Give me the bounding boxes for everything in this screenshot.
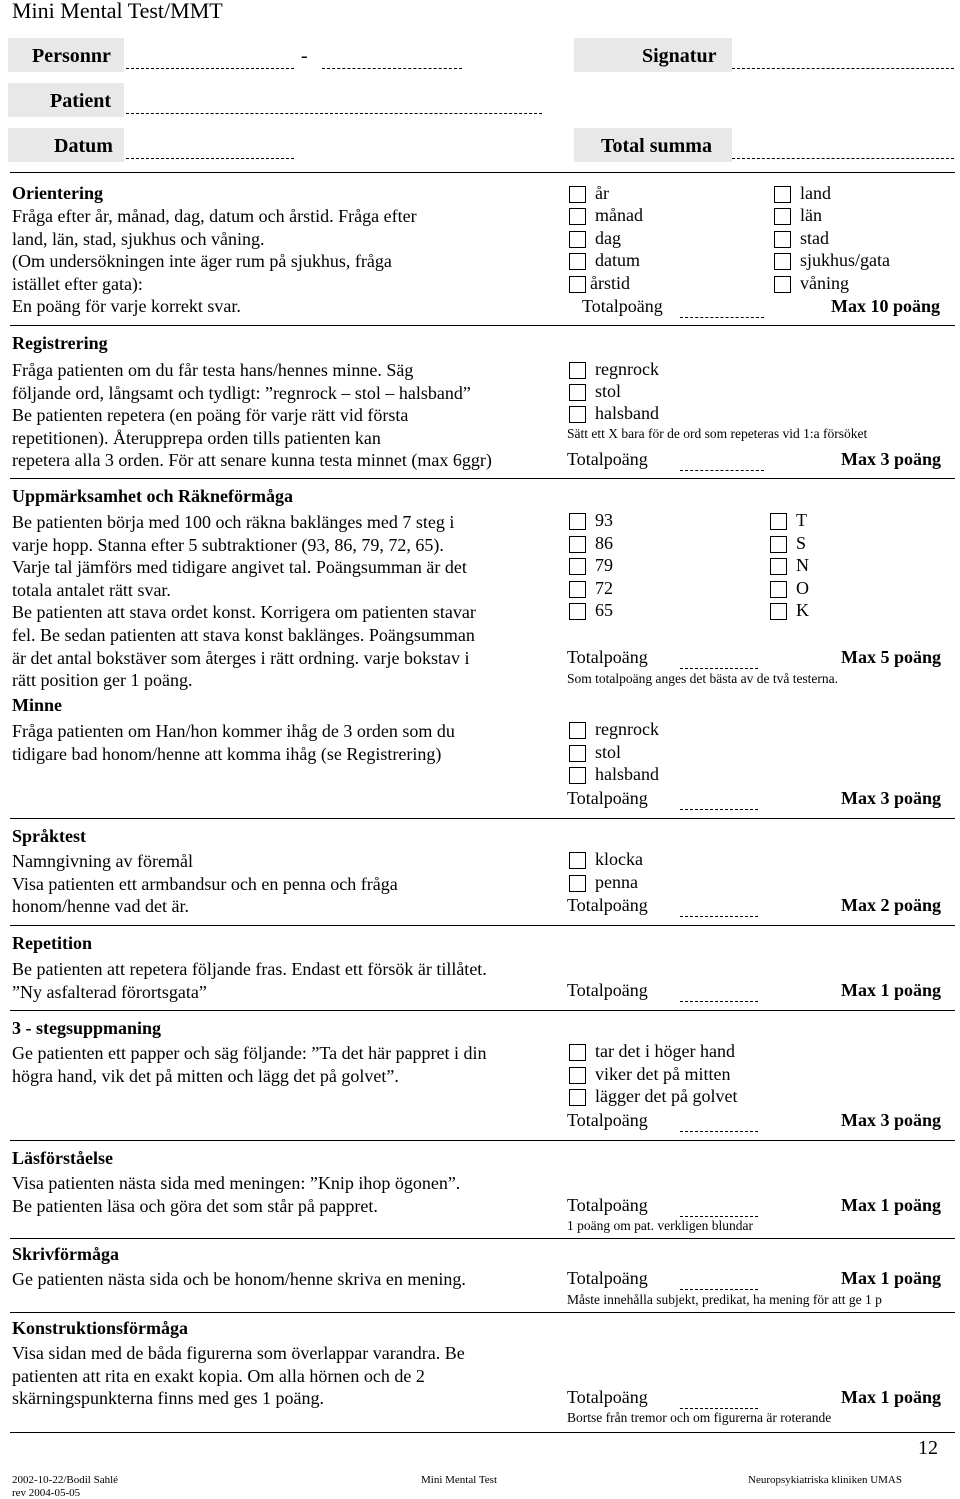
checkbox-label: årstid	[590, 273, 630, 293]
text-line: patienten att rita en exakt kopia. Om alla hörnen och de 2	[12, 1365, 425, 1386]
text-line: (Om undersökningen inte äger rum på sjukhus, fråga	[12, 251, 392, 272]
checkbox-label: våning	[800, 273, 849, 293]
registrering-note: Sätt ett X bara för de ord som repeteras vid 1:a försöket	[567, 426, 868, 441]
uppmarksamhet-note: Som totalpoäng anges det bästa av de två testerna.	[567, 671, 839, 686]
text-line: Be patienten att repetera följande fras. Endast ett försök är tillåtet.	[12, 959, 487, 979]
max-points: Max 3 poäng	[841, 1110, 942, 1130]
checkbox-label: O	[796, 578, 809, 598]
uppmarksamhet-text	[12, 511, 476, 692]
checkbox-label: 72	[595, 578, 613, 598]
checkbox-label: viker det på mitten	[595, 1064, 731, 1084]
totalpoang-field-registrering[interactable]	[680, 470, 764, 471]
checkbox-land[interactable]	[774, 186, 791, 203]
text-line: fel. Be sedan patienten att stava konst baklänges. Poängsumman	[12, 624, 475, 645]
checkbox-arstid[interactable]	[569, 276, 586, 293]
max-points: Max 5 poäng	[841, 647, 942, 667]
page-number: 12	[918, 1437, 938, 1459]
section-title-konstruktion: Konstruktionsförmåga	[12, 1318, 189, 1338]
header-separator	[10, 172, 955, 173]
section-title-orientering: Orientering	[12, 183, 103, 203]
checkbox-label: penna	[595, 872, 638, 892]
text-line: Ge patienten ett papper och säg följande: ”Ta det här pappret i din	[12, 1043, 487, 1063]
section-title-stegsuppmaning: 3 - stegsuppmaning	[12, 1018, 162, 1038]
registrering-text	[12, 359, 492, 472]
section-title-uppmarksamhet: Uppmärksamhet och Räkneförmåga	[12, 486, 293, 506]
konstruktion-text	[12, 1342, 465, 1410]
repetition-text	[12, 958, 487, 1003]
totalpoang-label: Totalpoäng	[567, 647, 648, 667]
spraktest-text	[12, 850, 398, 918]
text-line: Be patienten repetera (en poäng för varje rätt vid första	[12, 405, 409, 426]
checkbox-label: 79	[595, 555, 613, 575]
footer-author: 2002-10-22/Bodil Sahlé	[12, 1474, 119, 1486]
datum-field[interactable]	[126, 158, 294, 159]
text-line: Namngivning av föremål	[12, 851, 193, 871]
text-line: Visa sidan med de båda figurerna som överlappar varandra. Be	[12, 1343, 465, 1363]
text-line: istället efter gata):	[12, 273, 143, 294]
section-separator	[10, 478, 955, 479]
checkbox-label: N	[796, 555, 809, 575]
orientering-text	[12, 205, 417, 318]
totalpoang-field-stegsuppmaning[interactable]	[680, 1131, 758, 1132]
footer-revision: rev 2004-05-05	[12, 1487, 81, 1499]
text-line: Visa patienten nästa sida med meningen: ”Knip ihop ögonen”.	[12, 1173, 461, 1193]
section-title-minne: Minne	[12, 695, 63, 715]
checkbox-86[interactable]	[569, 536, 586, 553]
skrivformaga-text	[12, 1268, 466, 1291]
text-line: Be patienten läsa och göra det som står på pappret.	[12, 1195, 378, 1216]
checkbox-label: stol	[595, 381, 622, 401]
checkbox-label: halsband	[595, 764, 659, 784]
checkbox-ar[interactable]	[569, 186, 586, 203]
skrivformaga-note: Måste innehålla subjekt, predikat, ha mening för att ge 1 p	[567, 1292, 882, 1307]
section-separator	[10, 1010, 955, 1011]
totalpoang-label: Totalpoäng	[567, 980, 648, 1000]
text-line: land, län, stad, sjukhus och våning.	[12, 228, 265, 249]
stegsuppmaning-text	[12, 1042, 487, 1087]
checkbox-label: år	[595, 183, 609, 203]
totalpoang-field-konstruktion[interactable]	[680, 1408, 758, 1409]
checkbox-label: halsband	[595, 403, 659, 423]
lasforstaelse-text	[12, 1172, 460, 1217]
section-separator	[10, 1238, 955, 1239]
checkbox-stol[interactable]	[569, 384, 586, 401]
checkbox-viker-mitten[interactable]	[569, 1067, 586, 1084]
konstruktion-note: Bortse från tremor och om figurerna är roterande	[567, 1410, 832, 1425]
checkbox-93[interactable]	[569, 513, 586, 530]
text-line: varje hopp. Stanna efter 5 subtraktioner (93, 86, 79, 72, 65).	[12, 534, 444, 555]
checkbox-label: lägger det på golvet	[595, 1086, 738, 1106]
checkbox-halsband[interactable]	[569, 406, 586, 423]
text-line: ”Ny asfalterad förortsgata”	[12, 981, 207, 1002]
checkbox-vaning[interactable]	[774, 276, 791, 293]
totalpoang-label: Totalpoäng	[567, 1195, 648, 1215]
checkbox-lagger-golvet[interactable]	[569, 1089, 586, 1106]
checkbox-dag[interactable]	[569, 231, 586, 248]
text-line: tidigare bad honom/henne att komma ihåg (se Registrering)	[12, 743, 442, 764]
checkbox-halsband-minne[interactable]	[569, 767, 586, 784]
max-points: Max 1 poäng	[841, 1195, 942, 1215]
section-title-repetition: Repetition	[12, 933, 92, 953]
totalpoang-field-spraktest[interactable]	[680, 916, 758, 917]
checkbox-65[interactable]	[569, 603, 586, 620]
max-points: Max 2 poäng	[841, 895, 942, 915]
checkbox-label: regnrock	[595, 359, 659, 379]
checkbox-label: K	[796, 600, 809, 620]
total-summa-field[interactable]	[732, 158, 954, 159]
section-title-skrivformaga: Skrivförmåga	[12, 1244, 119, 1264]
max-points: Max 1 poäng	[841, 1387, 942, 1407]
checkbox-manad[interactable]	[569, 208, 586, 225]
totalpoang-field-minne[interactable]	[680, 809, 758, 810]
checkbox-label: 86	[595, 533, 613, 553]
checkbox-lan[interactable]	[774, 208, 791, 225]
total-summa-label: Total summa	[601, 135, 712, 157]
checkbox-datum[interactable]	[569, 253, 586, 270]
checkbox-label: län	[800, 205, 822, 225]
checkbox-label: tar det i höger hand	[595, 1041, 735, 1061]
checkbox-label: klocka	[595, 849, 643, 869]
section-separator	[10, 325, 955, 326]
personnr-field-1[interactable]	[126, 68, 294, 69]
checkbox-label: regnrock	[595, 719, 659, 739]
text-line: honom/henne vad det är.	[12, 896, 189, 917]
text-line: följande ord, långsamt och tydligt: ”regnrock – stol – halsband”	[12, 382, 471, 403]
text-line: rätt position ger 1 poäng.	[12, 670, 193, 691]
text-line: är det antal bokstäver som återges i rätt ordning. varje bokstav i	[12, 647, 470, 668]
totalpoang-label: Totalpoäng	[582, 296, 663, 316]
checkbox-stol-minne[interactable]	[569, 745, 586, 762]
text-line: Visa patienten ett armbandsur och en penna och fråga	[12, 873, 398, 894]
totalpoang-field-skrivformaga[interactable]	[680, 1289, 758, 1290]
section-title-lasforstaelse: Läsförståelse	[12, 1148, 113, 1168]
text-line: En poäng för varje korrekt svar.	[12, 296, 241, 317]
totalpoang-label: Totalpoäng	[567, 895, 648, 915]
checkbox-O[interactable]	[770, 581, 787, 598]
checkbox-klocka[interactable]	[569, 852, 586, 869]
checkbox-sjukhus-gata[interactable]	[774, 253, 791, 270]
checkbox-regnrock[interactable]	[569, 362, 586, 379]
checkbox-label: 65	[595, 600, 613, 620]
personnr-label: Personnr	[32, 45, 111, 67]
checkbox-label: stol	[595, 742, 622, 762]
patient-field[interactable]	[126, 113, 542, 114]
section-separator	[10, 925, 955, 926]
text-line: Fråga efter år, månad, dag, datum och årstid. Fråga efter	[12, 206, 417, 226]
footer-clinic: Neuropsykiatriska kliniken UMAS	[748, 1474, 902, 1486]
totalpoang-field-lasforstaelse[interactable]	[680, 1216, 758, 1217]
section-separator	[10, 1432, 955, 1433]
checkbox-T[interactable]	[770, 513, 787, 530]
text-line: totala antalet rätt svar.	[12, 579, 171, 600]
totalpoang-field-repetition[interactable]	[680, 1001, 758, 1002]
datum-label: Datum	[54, 135, 113, 157]
checkbox-K[interactable]	[770, 603, 787, 620]
text-line: Ge patienten nästa sida och be honom/henne skriva en mening.	[12, 1269, 466, 1289]
totalpoang-label: Totalpoäng	[567, 788, 648, 808]
checkbox-79[interactable]	[569, 558, 586, 575]
text-line: Fråga patienten om du får testa hans/hennes minne. Säg	[12, 360, 414, 380]
totalpoang-field-orientering[interactable]	[680, 317, 764, 318]
section-separator	[10, 818, 955, 819]
text-line: Varje tal jämförs med tidigare angivet tal. Poängsumman är det	[12, 557, 467, 578]
checkbox-regnrock-minne[interactable]	[569, 722, 586, 739]
text-line: högra hand, vik det på mitten och lägg det på golvet”.	[12, 1065, 399, 1086]
max-points: Max 1 poäng	[841, 1268, 942, 1288]
checkbox-penna[interactable]	[569, 875, 586, 892]
checkbox-72[interactable]	[569, 581, 586, 598]
totalpoang-label: Totalpoäng	[567, 1110, 648, 1130]
text-line: skärningspunkterna finns med ges 1 poäng.	[12, 1388, 324, 1409]
max-points: Max 1 poäng	[841, 980, 942, 1000]
totalpoang-field-uppmarksamhet[interactable]	[680, 668, 758, 669]
checkbox-stad[interactable]	[774, 231, 791, 248]
totalpoang-label: Totalpoäng	[567, 1387, 648, 1407]
footer-title: Mini Mental Test	[421, 1474, 498, 1486]
checkbox-label: datum	[595, 250, 640, 270]
checkbox-label: 93	[595, 510, 613, 530]
signatur-label: Signatur	[642, 45, 717, 67]
section-title-registrering: Registrering	[12, 333, 108, 353]
section-separator	[10, 1140, 955, 1141]
max-points: Max 3 poäng	[841, 449, 942, 469]
text-line: Be patienten att stava ordet konst. Korrigera om patienten stavar	[12, 602, 476, 623]
checkbox-label: månad	[595, 205, 643, 225]
page-title: Mini Mental Test/MMT	[12, 0, 223, 23]
max-points: Max 10 poäng	[831, 296, 941, 316]
checkbox-label: stad	[800, 228, 829, 248]
text-line: repetera alla 3 orden. För att senare kunna testa minnet (max 6ggr)	[12, 450, 492, 471]
checkbox-label: dag	[595, 228, 621, 248]
text-line: repetitionen). Återupprepa orden tills patienten kan	[12, 427, 381, 448]
text-line: Fråga patienten om Han/hon kommer ihåg de 3 orden som du	[12, 721, 455, 741]
patient-label: Patient	[50, 90, 112, 112]
section-title-spraktest: Språktest	[12, 826, 87, 846]
max-points: Max 3 poäng	[841, 788, 942, 808]
checkbox-tar-hoger-hand[interactable]	[569, 1044, 586, 1061]
section-separator	[10, 1312, 955, 1313]
lasforstaelse-note: 1 poäng om pat. verkligen blundar	[567, 1218, 753, 1233]
checkbox-label: S	[796, 533, 807, 553]
checkbox-label: land	[800, 183, 831, 203]
checkbox-S[interactable]	[770, 536, 787, 553]
checkbox-label: sjukhus/gata	[800, 250, 890, 270]
totalpoang-label: Totalpoäng	[567, 1268, 648, 1288]
checkbox-label: T	[796, 510, 807, 530]
totalpoang-label: Totalpoäng	[567, 449, 648, 469]
text-line: Be patienten börja med 100 och räkna baklänges med 7 steg i	[12, 512, 455, 532]
signatur-field[interactable]	[732, 68, 954, 69]
personnr-field-2[interactable]	[322, 68, 462, 69]
personnr-dash: -	[301, 45, 308, 67]
checkbox-N[interactable]	[770, 558, 787, 575]
minne-text	[12, 720, 455, 765]
